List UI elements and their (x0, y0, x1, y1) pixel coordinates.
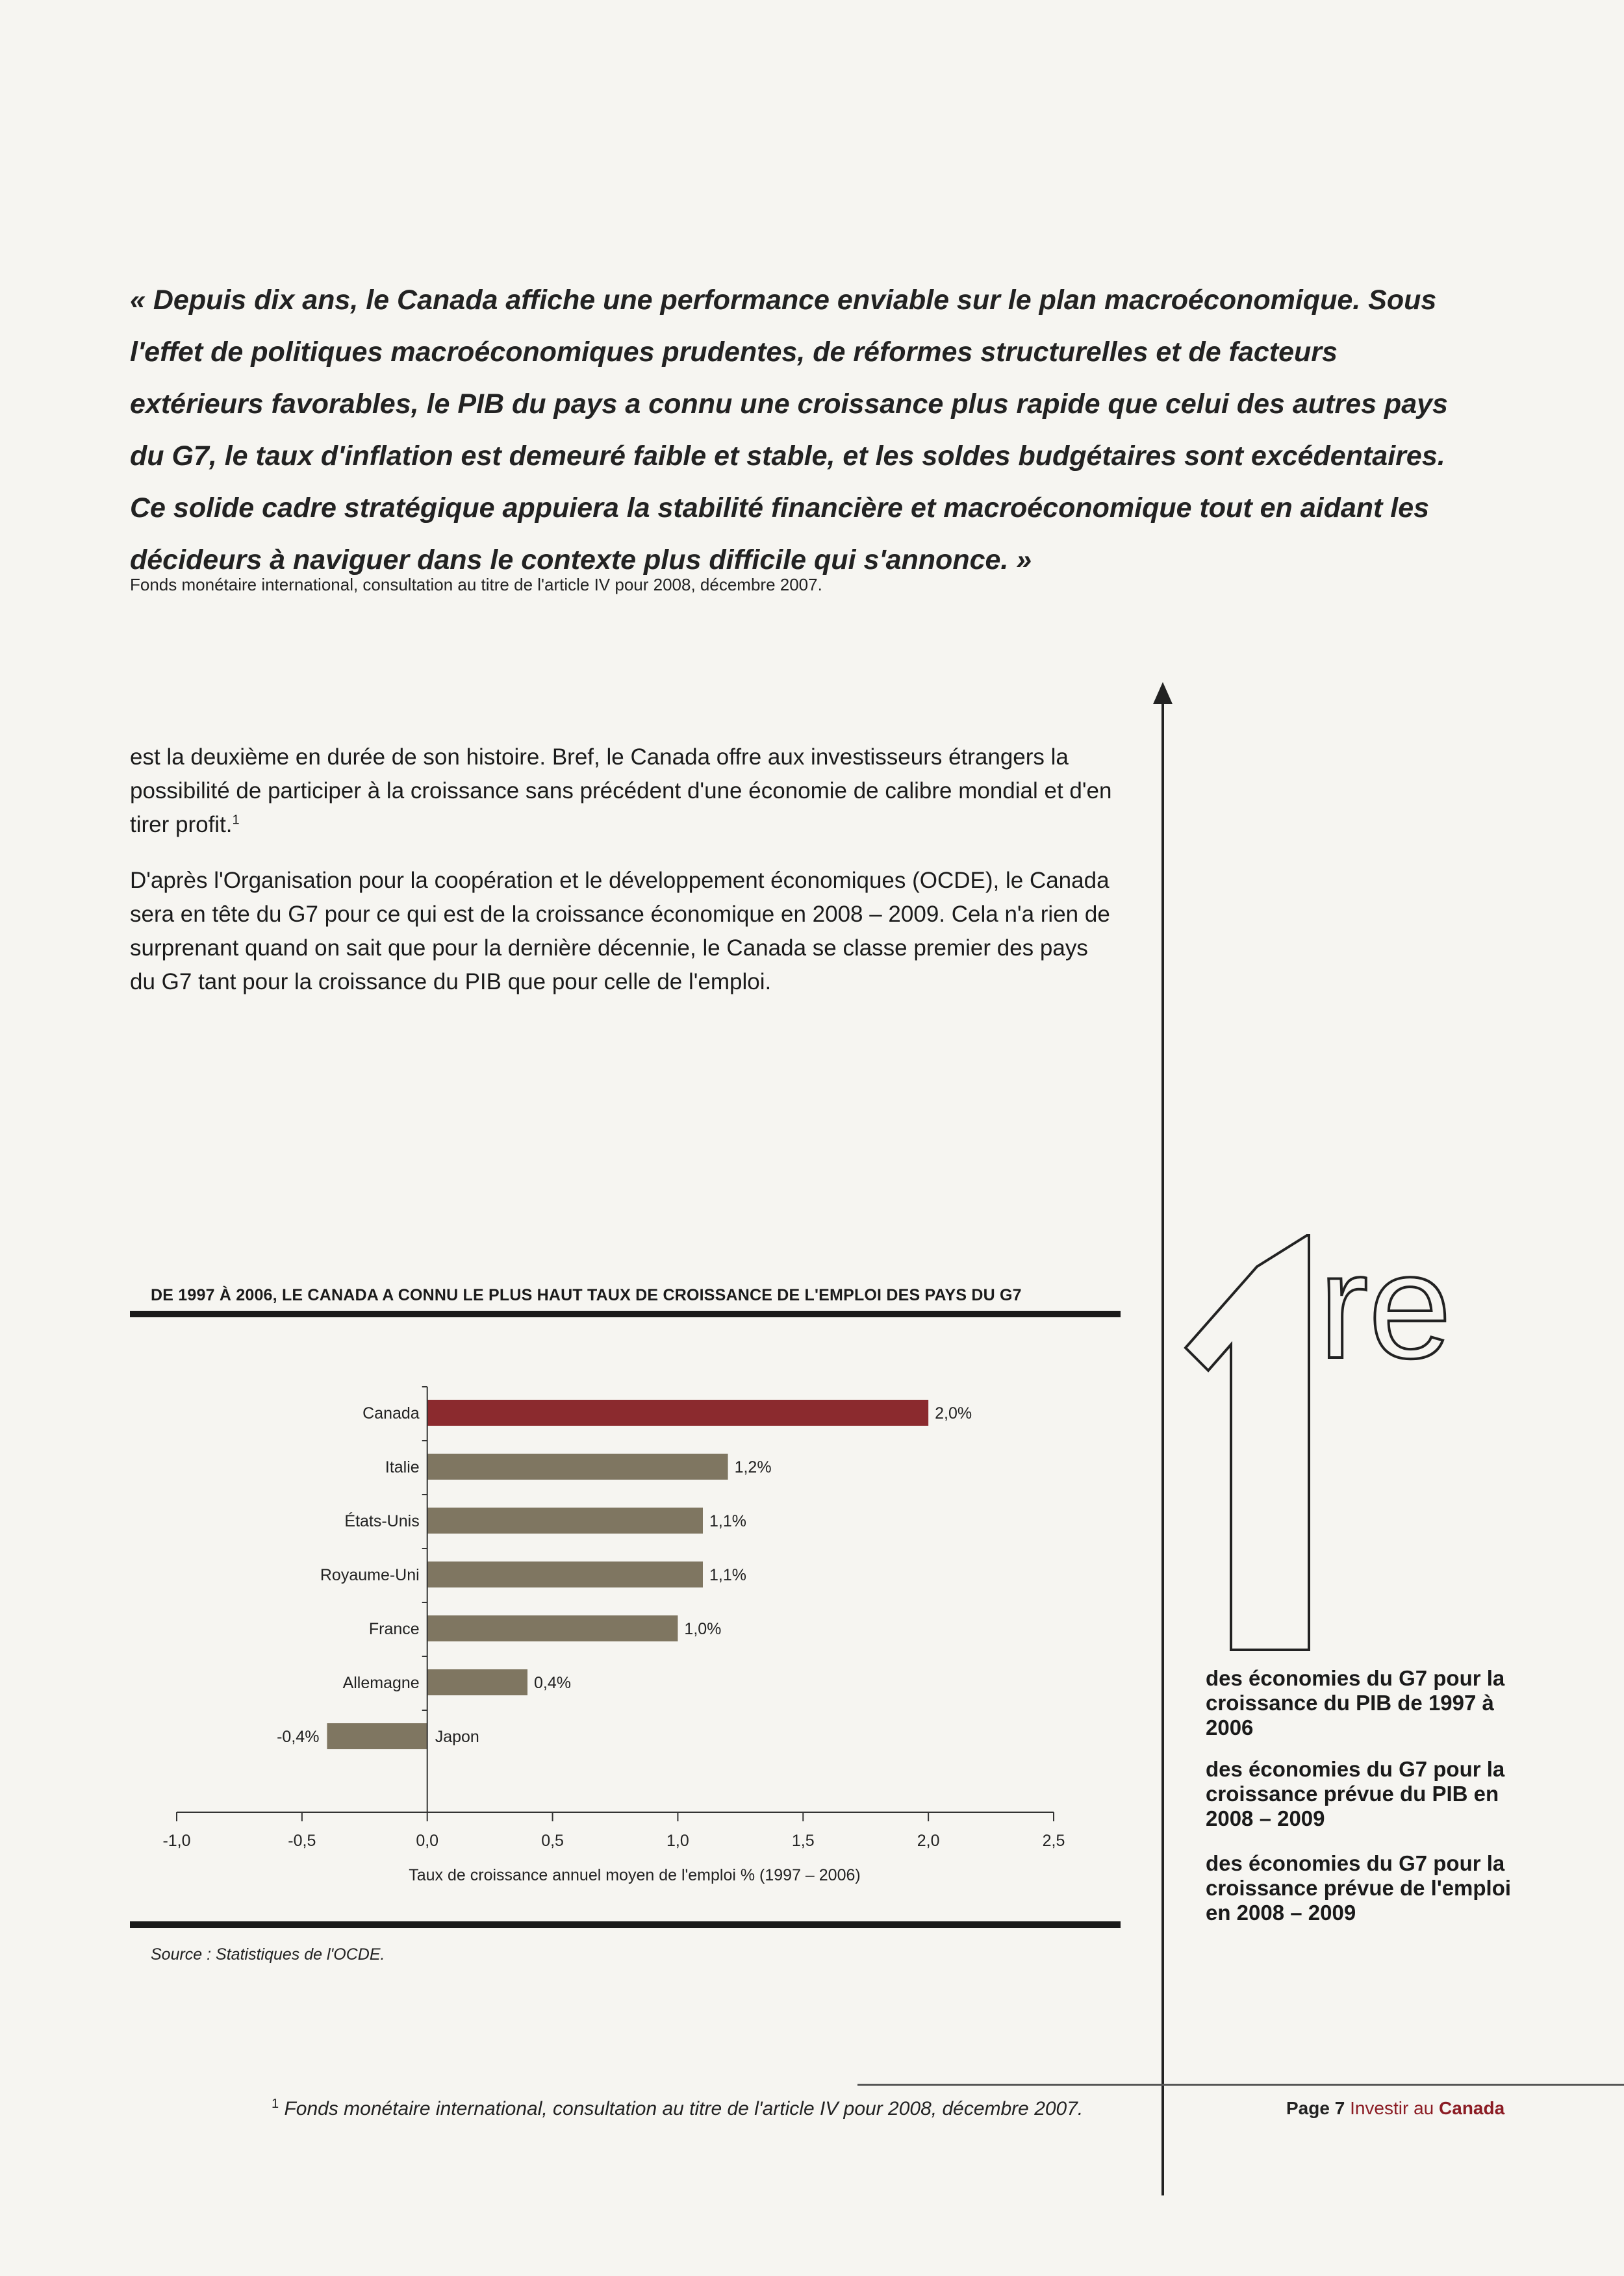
category-label: Royaume-Uni (320, 1566, 420, 1584)
x-axis-label: Taux de croissance annuel moyen de l'emploi % (1997 – 2006) (409, 1866, 861, 1884)
footnote-number: 1 (272, 2097, 279, 2111)
page-number: 7 (1334, 2098, 1345, 2118)
category-label: États-Unis (344, 1512, 420, 1530)
body-paragraph-2: D'après l'Organisation pour la coopération et le développement économiques (OCDE), le Canada sera en tête du G7 pour ce qui est de la croissance économique en 2008 – 2009. Cela n'a rien de surprenant quand on sait que pour la dernière décennie, le Canada se classe premier des pays du G7 tant pour la croissance du PIB que pour celle de l'emploi. (130, 868, 1110, 994)
brand-prefix: Investir au (1350, 2098, 1434, 2118)
category-label: Italie (385, 1458, 420, 1476)
value-label: 1,0% (684, 1620, 722, 1638)
category-label: France (368, 1620, 420, 1638)
category-label: Allemagne (342, 1674, 420, 1692)
x-tick-label: 1,0 (666, 1832, 689, 1850)
bar-4 (427, 1615, 678, 1641)
x-tick-label: 0,5 (541, 1832, 564, 1850)
category-label: Japon (435, 1728, 479, 1746)
bar-2 (427, 1508, 703, 1534)
value-label: 1,1% (709, 1566, 746, 1584)
value-label: 1,2% (734, 1458, 772, 1476)
footnote-text: Fonds monétaire international, consultation au titre de l'article IV pour 2008, décembre 2007. (284, 2098, 1084, 2119)
body-paragraph-1 (130, 740, 1117, 842)
category-label: Canada (362, 1404, 420, 1422)
chart-source: Source : Statistiques de l'OCDE. (151, 1945, 385, 1964)
value-label: 2,0% (935, 1404, 972, 1422)
quote-source: Fonds monétaire international, consultation au titre de l'article IV pour 2008, décembre 2007. (130, 575, 822, 594)
employment-growth-chart (151, 1371, 1119, 1929)
footnote-rule (857, 2084, 1624, 2086)
bar-0 (427, 1400, 928, 1426)
pull-quote: « Depuis dix ans, le Canada affiche une performance enviable sur le plan macroéconomique. Sous l'effet de politiques macroéconomiques prudentes, de réformes structurelles et de facteurs extérieurs favorables, le PIB du pays a connu une croissance plus rapide que celui des autres pays du G7, le taux d'inflation est demeuré faible et stable, et les soldes budgétaires sont excédentaires. Ce solide cadre stratégique appuiera la stabilité financière et macroéconomique tout en aidant les décideurs à naviguer dans le contexte plus difficile qui s'annonce. » (130, 284, 1448, 575)
ordinal-suffix: re (1319, 1234, 1452, 1389)
footnote (272, 2097, 1083, 2120)
number-one-icon (1186, 1234, 1309, 1650)
bar-1 (427, 1454, 728, 1480)
bars-layer (277, 1400, 972, 1749)
stat-gdp-2008-2009: des économies du G7 pour la croissance prévue du PIB en 2008 – 2009 (1206, 1757, 1505, 1830)
page-footer (1286, 2098, 1504, 2119)
first-rank-badge (1182, 1234, 1546, 1676)
x-tick-label: -1,0 (162, 1832, 191, 1850)
chart-top-rule (130, 1311, 1121, 1317)
chart-title: DE 1997 À 2006, LE CANADA A CONNU LE PLUS HAUT TAUX DE CROISSANCE DE L'EMPLOI DES PAYS DU G7 (151, 1286, 1022, 1304)
x-tick-label: 0,0 (416, 1832, 439, 1850)
bar-3 (427, 1562, 703, 1587)
page-word: Page (1286, 2098, 1330, 2118)
value-label: 1,1% (709, 1512, 746, 1530)
brand-name: Canada (1439, 2098, 1505, 2118)
footnote-reference: 1 (232, 813, 240, 828)
arrow-up-icon (1153, 682, 1173, 704)
x-tick-label: 1,5 (791, 1832, 815, 1850)
x-tick-label: 2,5 (1042, 1832, 1065, 1850)
bar-5 (427, 1669, 527, 1695)
x-tick-label: 2,0 (917, 1832, 940, 1850)
stat-gdp-1997-2006: des économies du G7 pour la croissance du PIB de 1997 à 2006 (1206, 1666, 1505, 1739)
value-label: -0,4% (277, 1728, 320, 1746)
bar-6 (327, 1723, 427, 1749)
stat-employment-2008-2009: des économies du G7 pour la croissance prévue de l'emploi en 2008 – 2009 (1206, 1851, 1512, 1925)
body-paragraph-1-text: est la deuxième en durée de son histoire. Bref, le Canada offre aux investisseurs étrangers la possibilité de participer à la croissance sans précédent d'une économie de calibre mondial et d'en tirer profit. (130, 744, 1112, 837)
vertical-divider (1161, 702, 1164, 2195)
value-label: 0,4% (534, 1674, 571, 1692)
chart-bottom-rule (130, 1921, 1121, 1928)
x-tick-label: -0,5 (288, 1832, 316, 1850)
